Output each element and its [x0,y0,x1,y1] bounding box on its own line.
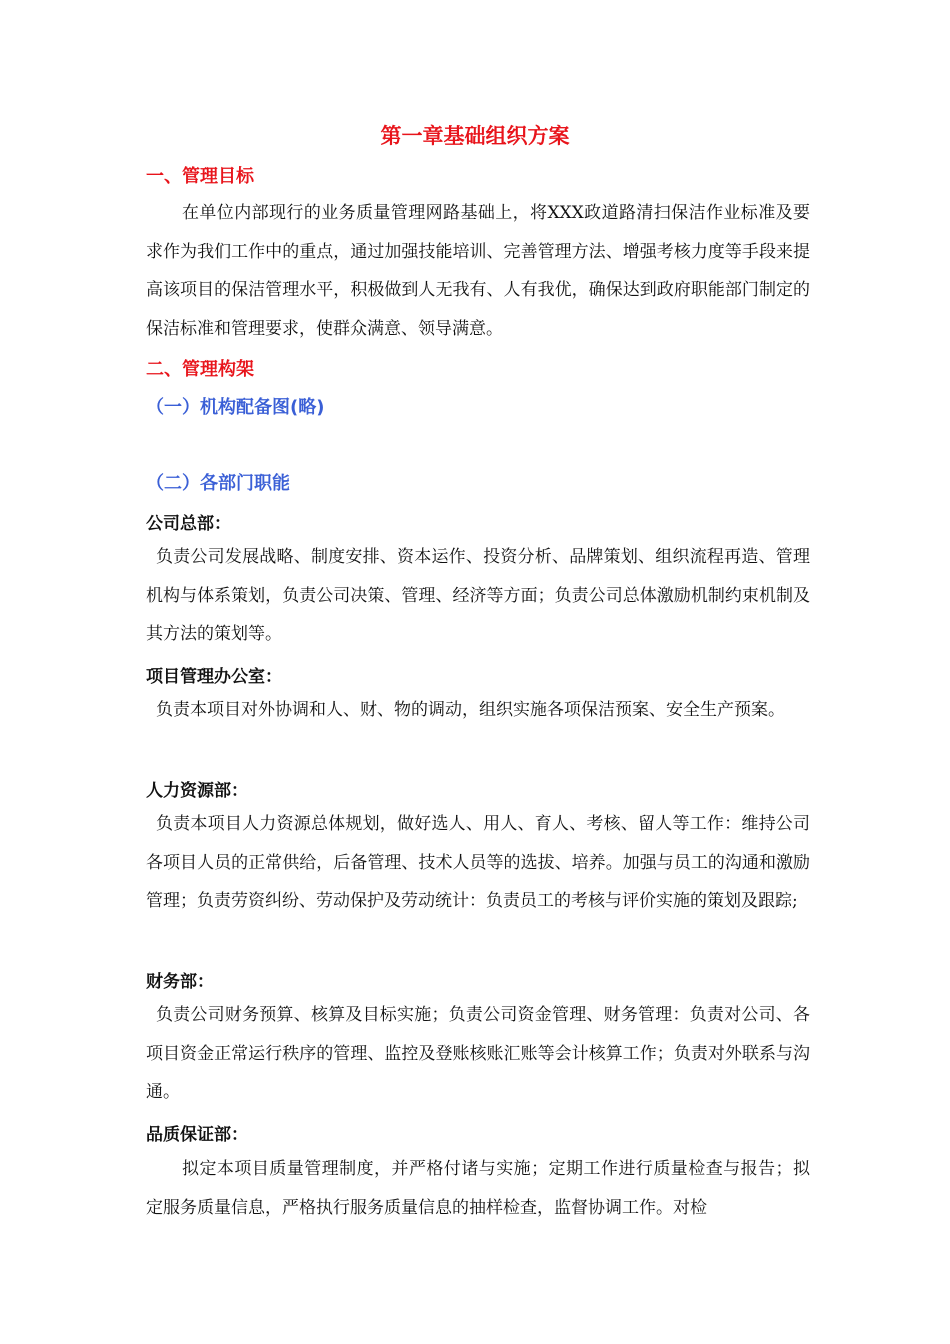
department-heading-finance: 财务部： [146,972,214,992]
subsection-heading-org-chart: （一）机构配备图(略) [146,397,325,418]
department-text-quality: 拟定本项目质量管理制度，并严格付诸与实施；定期工作进行质量检查与报告；拟定服务质量信息，严格执行服务质量信息的抽样检查，监督协调工作。对检 [146,1159,810,1218]
section-heading-goal: 一、管理目标 [146,166,254,187]
department-text-project-office: 负责本项目对外协调和人、财、物的调动，组织实施各项保洁预案、安全生产预案。 [156,700,785,720]
page-title: 第一章基础组织方案 [380,124,570,148]
department-text-hr: 负责本项目人力资源总体规划，做好选人、用人、育人、考核、留人等工作：维持公司各项目人员的正常供给，后备管理、技术人员等的选拔、培养。加强与员工的沟通和激励管理；负责劳资纠纷、劳动保护及劳动统计：负责员工的考核与评价实施的策划及跟踪; [146,814,810,911]
department-text-headquarters: 负责公司发展战略、制度安排、资本运作、投资分析、品牌策划、组织流程再造、管理机构与体系策划，负责公司决策、管理、经济等方面；负责公司总体激励机制约束机制及其方法的策划等。 [146,547,810,644]
department-heading-headquarters: 公司总部： [146,514,231,534]
department-text-finance: 负责公司财务预算、核算及目标实施；负责公司资金管理、财务管理：负责对公司、各项目资金正常运行秩序的管理、监控及登账核账汇账等会计核算工作；负责对外联系与沟通。 [146,1005,810,1102]
department-heading-quality: 品质保证部： [146,1125,248,1145]
department-heading-project-office: 项目管理办公室： [146,667,282,687]
goal-paragraph: 在单位内部现行的业务质量管理网路基础上，将XXX政道路清扫保洁作业标准及要求作为我们工作中的重点，通过加强技能培训、完善管理方法、增强考核力度等手段来提高该项目的保洁管理水平，积极做到人无我有、人有我优，确保达到政府职能部门制定的保洁标准和管理要求，使群众满意、领导满意。 [146,203,810,339]
subsection-heading-department-functions: （二）各部门职能 [146,473,290,494]
section-heading-structure: 二、管理构架 [146,359,254,380]
department-heading-hr: 人力资源部： [146,781,248,801]
